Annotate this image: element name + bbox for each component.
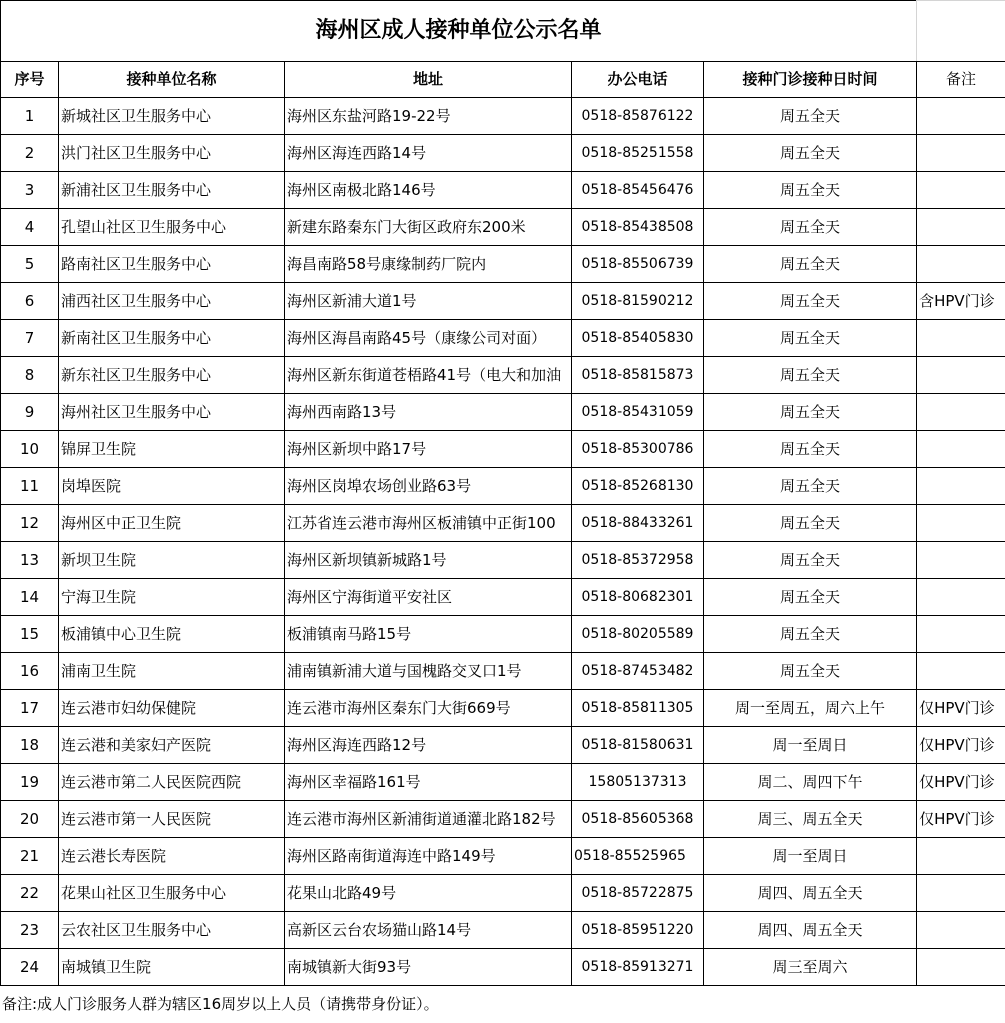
header-hours: 接种门诊接种日时间 — [704, 62, 917, 98]
cell-index: 16 — [1, 653, 59, 690]
cell-unit-name: 连云港市第一人民医院 — [59, 801, 285, 838]
cell-phone: 0518-88433261 — [572, 505, 704, 542]
cell-address: 高新区云台农场猫山路14号 — [285, 912, 572, 949]
header-phone: 办公电话 — [572, 62, 704, 98]
title-blank-cell — [917, 1, 1005, 62]
cell-address: 南城镇新大街93号 — [285, 949, 572, 986]
cell-phone: 0518-85605368 — [572, 801, 704, 838]
cell-address: 海州区岗埠农场创业路63号 — [285, 468, 572, 505]
cell-unit-name: 新东社区卫生服务中心 — [59, 357, 285, 394]
table-row — [1, 246, 1005, 283]
cell-address: 海州区东盐河路19-22号 — [285, 98, 572, 135]
table-row — [1, 579, 1005, 616]
cell-phone: 0518-85913271 — [572, 949, 704, 986]
table-row — [1, 394, 1005, 431]
cell-hours: 周五全天 — [704, 209, 917, 246]
cell-note: 仅HPV门诊 — [917, 764, 1005, 801]
cell-note — [917, 209, 1005, 246]
cell-hours: 周一至周五，周六上午 — [704, 690, 917, 727]
table-row — [1, 505, 1005, 542]
cell-hours: 周四、周五全天 — [704, 912, 917, 949]
header-address: 地址 — [285, 62, 572, 98]
cell-phone: 15805137313 — [572, 764, 704, 801]
cell-hours: 周三、周五全天 — [704, 801, 917, 838]
cell-address: 花果山北路49号 — [285, 875, 572, 912]
cell-address: 江苏省连云港市海州区板浦镇中正街100 — [285, 505, 572, 542]
cell-unit-name: 云农社区卫生服务中心 — [59, 912, 285, 949]
cell-phone: 0518-85506739 — [572, 246, 704, 283]
cell-phone: 0518-85431059 — [572, 394, 704, 431]
cell-index: 12 — [1, 505, 59, 542]
cell-hours: 周五全天 — [704, 468, 917, 505]
cell-note — [917, 579, 1005, 616]
cell-note — [917, 394, 1005, 431]
cell-note — [917, 505, 1005, 542]
cell-phone: 0518-85722875 — [572, 875, 704, 912]
cell-unit-name: 新南社区卫生服务中心 — [59, 320, 285, 357]
cell-unit-name: 路南社区卫生服务中心 — [59, 246, 285, 283]
cell-hours: 周五全天 — [704, 172, 917, 209]
cell-address: 海州区海连西路14号 — [285, 135, 572, 172]
cell-unit-name: 锦屏卫生院 — [59, 431, 285, 468]
table-row — [1, 320, 1005, 357]
cell-address: 连云港市海州区秦东门大街669号 — [285, 690, 572, 727]
cell-address: 海州区新坝镇新城路1号 — [285, 542, 572, 579]
cell-note: 仅HPV门诊 — [917, 690, 1005, 727]
cell-unit-name: 海州区中正卫生院 — [59, 505, 285, 542]
table-row — [1, 172, 1005, 209]
cell-hours: 周四、周五全天 — [704, 875, 917, 912]
cell-index: 13 — [1, 542, 59, 579]
cell-unit-name: 新城社区卫生服务中心 — [59, 98, 285, 135]
cell-index: 2 — [1, 135, 59, 172]
cell-phone: 0518-85876122 — [572, 98, 704, 135]
cell-phone: 0518-85300786 — [572, 431, 704, 468]
cell-unit-name: 连云港长寿医院 — [59, 838, 285, 875]
cell-phone: 0518-85268130 — [572, 468, 704, 505]
cell-index: 22 — [1, 875, 59, 912]
cell-unit-name: 浦西社区卫生服务中心 — [59, 283, 285, 320]
table-row — [1, 98, 1005, 135]
cell-unit-name: 新坝卫生院 — [59, 542, 285, 579]
table-row — [1, 727, 1005, 764]
cell-hours: 周五全天 — [704, 357, 917, 394]
cell-phone: 0518-85405830 — [572, 320, 704, 357]
cell-unit-name: 板浦镇中心卫生院 — [59, 616, 285, 653]
header-index: 序号 — [1, 62, 59, 98]
cell-address: 海州区路南街道海连中路149号 — [285, 838, 572, 875]
cell-hours: 周五全天 — [704, 246, 917, 283]
cell-unit-name: 海州社区卫生服务中心 — [59, 394, 285, 431]
table-row — [1, 801, 1005, 838]
cell-phone: 0518-80682301 — [572, 579, 704, 616]
cell-note — [917, 838, 1005, 875]
cell-address: 海州区幸福路161号 — [285, 764, 572, 801]
cell-address: 海州区新东街道苍梧路41号（电大和加油 — [285, 357, 572, 394]
cell-index: 1 — [1, 98, 59, 135]
header-name: 接种单位名称 — [59, 62, 285, 98]
cell-note — [917, 431, 1005, 468]
cell-index: 11 — [1, 468, 59, 505]
cell-hours: 周五全天 — [704, 505, 917, 542]
cell-note — [917, 653, 1005, 690]
cell-phone: 0518-85811305 — [572, 690, 704, 727]
cell-address: 海州西南路13号 — [285, 394, 572, 431]
cell-phone: 0518-85251558 — [572, 135, 704, 172]
cell-index: 23 — [1, 912, 59, 949]
cell-hours: 周五全天 — [704, 135, 917, 172]
cell-index: 14 — [1, 579, 59, 616]
cell-unit-name: 南城镇卫生院 — [59, 949, 285, 986]
cell-note: 仅HPV门诊 — [917, 801, 1005, 838]
cell-index: 3 — [1, 172, 59, 209]
table-row — [1, 690, 1005, 727]
cell-note — [917, 912, 1005, 949]
table-row — [1, 468, 1005, 505]
cell-address: 新建东路秦东门大街区政府东200米 — [285, 209, 572, 246]
table-row — [1, 875, 1005, 912]
cell-unit-name: 岗埠医院 — [59, 468, 285, 505]
cell-note — [917, 135, 1005, 172]
table-row — [1, 764, 1005, 801]
cell-address: 浦南镇新浦大道与国槐路交叉口1号 — [285, 653, 572, 690]
cell-note: 含HPV门诊 — [917, 283, 1005, 320]
cell-phone: 0518-85525965 — [572, 838, 704, 875]
table-row — [1, 616, 1005, 653]
cell-index: 10 — [1, 431, 59, 468]
header-row — [1, 62, 1005, 98]
header-note: 备注 — [917, 62, 1005, 98]
cell-note: 仅HPV门诊 — [917, 727, 1005, 764]
table-row — [1, 542, 1005, 579]
cell-address: 海州区新坝中路17号 — [285, 431, 572, 468]
table-row — [1, 653, 1005, 690]
cell-phone: 0518-85438508 — [572, 209, 704, 246]
table-row — [1, 949, 1005, 986]
cell-address: 海州区宁海街道平安社区 — [285, 579, 572, 616]
cell-index: 20 — [1, 801, 59, 838]
cell-address: 板浦镇南马路15号 — [285, 616, 572, 653]
table-row — [1, 357, 1005, 394]
table-row — [1, 209, 1005, 246]
cell-address: 海州区新浦大道1号 — [285, 283, 572, 320]
cell-address: 连云港市海州区新浦街道通灌北路182号 — [285, 801, 572, 838]
cell-note — [917, 949, 1005, 986]
cell-phone: 0518-81590212 — [572, 283, 704, 320]
table-row — [1, 283, 1005, 320]
cell-note — [917, 468, 1005, 505]
cell-note — [917, 542, 1005, 579]
cell-note — [917, 875, 1005, 912]
cell-index: 15 — [1, 616, 59, 653]
cell-address: 海州区南极北路146号 — [285, 172, 572, 209]
cell-index: 6 — [1, 283, 59, 320]
cell-note — [917, 320, 1005, 357]
cell-hours: 周五全天 — [704, 653, 917, 690]
cell-index: 18 — [1, 727, 59, 764]
cell-hours: 周五全天 — [704, 542, 917, 579]
cell-hours: 周五全天 — [704, 616, 917, 653]
cell-address: 海州区海昌南路45号（康缘公司对面） — [285, 320, 572, 357]
cell-note — [917, 172, 1005, 209]
cell-index: 9 — [1, 394, 59, 431]
cell-hours: 周一至周日 — [704, 727, 917, 764]
cell-unit-name: 洪门社区卫生服务中心 — [59, 135, 285, 172]
cell-unit-name: 花果山社区卫生服务中心 — [59, 875, 285, 912]
cell-unit-name: 连云港和美家妇产医院 — [59, 727, 285, 764]
cell-note — [917, 98, 1005, 135]
cell-index: 5 — [1, 246, 59, 283]
cell-note — [917, 616, 1005, 653]
table-row — [1, 431, 1005, 468]
cell-phone: 0518-85372958 — [572, 542, 704, 579]
page-title: 海州区成人接种单位公示名单 — [1, 1, 917, 62]
cell-unit-name: 浦南卫生院 — [59, 653, 285, 690]
cell-index: 4 — [1, 209, 59, 246]
cell-address: 海州区海连西路12号 — [285, 727, 572, 764]
cell-index: 17 — [1, 690, 59, 727]
cell-phone: 0518-85815873 — [572, 357, 704, 394]
cell-hours: 周二、周四下午 — [704, 764, 917, 801]
cell-hours: 周五全天 — [704, 394, 917, 431]
cell-phone: 0518-81580631 — [572, 727, 704, 764]
cell-note — [917, 357, 1005, 394]
cell-hours: 周五全天 — [704, 283, 917, 320]
cell-unit-name: 宁海卫生院 — [59, 579, 285, 616]
cell-unit-name: 连云港市第二人民医院西院 — [59, 764, 285, 801]
cell-index: 21 — [1, 838, 59, 875]
cell-index: 7 — [1, 320, 59, 357]
cell-phone: 0518-87453482 — [572, 653, 704, 690]
cell-hours: 周五全天 — [704, 431, 917, 468]
cell-hours: 周一至周日 — [704, 838, 917, 875]
cell-note — [917, 246, 1005, 283]
cell-index: 24 — [1, 949, 59, 986]
table-row — [1, 838, 1005, 875]
footnote: 备注:成人门诊服务人群为辖区16周岁以上人员（请携带身份证）。 — [2, 995, 439, 1013]
cell-address: 海昌南路58号康缘制药厂院内 — [285, 246, 572, 283]
cell-hours: 周五全天 — [704, 320, 917, 357]
cell-phone: 0518-85456476 — [572, 172, 704, 209]
cell-index: 8 — [1, 357, 59, 394]
cell-hours: 周五全天 — [704, 98, 917, 135]
cell-unit-name: 新浦社区卫生服务中心 — [59, 172, 285, 209]
table-row — [1, 912, 1005, 949]
cell-unit-name: 孔望山社区卫生服务中心 — [59, 209, 285, 246]
cell-unit-name: 连云港市妇幼保健院 — [59, 690, 285, 727]
cell-phone: 0518-80205589 — [572, 616, 704, 653]
cell-hours: 周五全天 — [704, 579, 917, 616]
cell-index: 19 — [1, 764, 59, 801]
cell-phone: 0518-85951220 — [572, 912, 704, 949]
cell-hours: 周三至周六 — [704, 949, 917, 986]
table-row — [1, 135, 1005, 172]
